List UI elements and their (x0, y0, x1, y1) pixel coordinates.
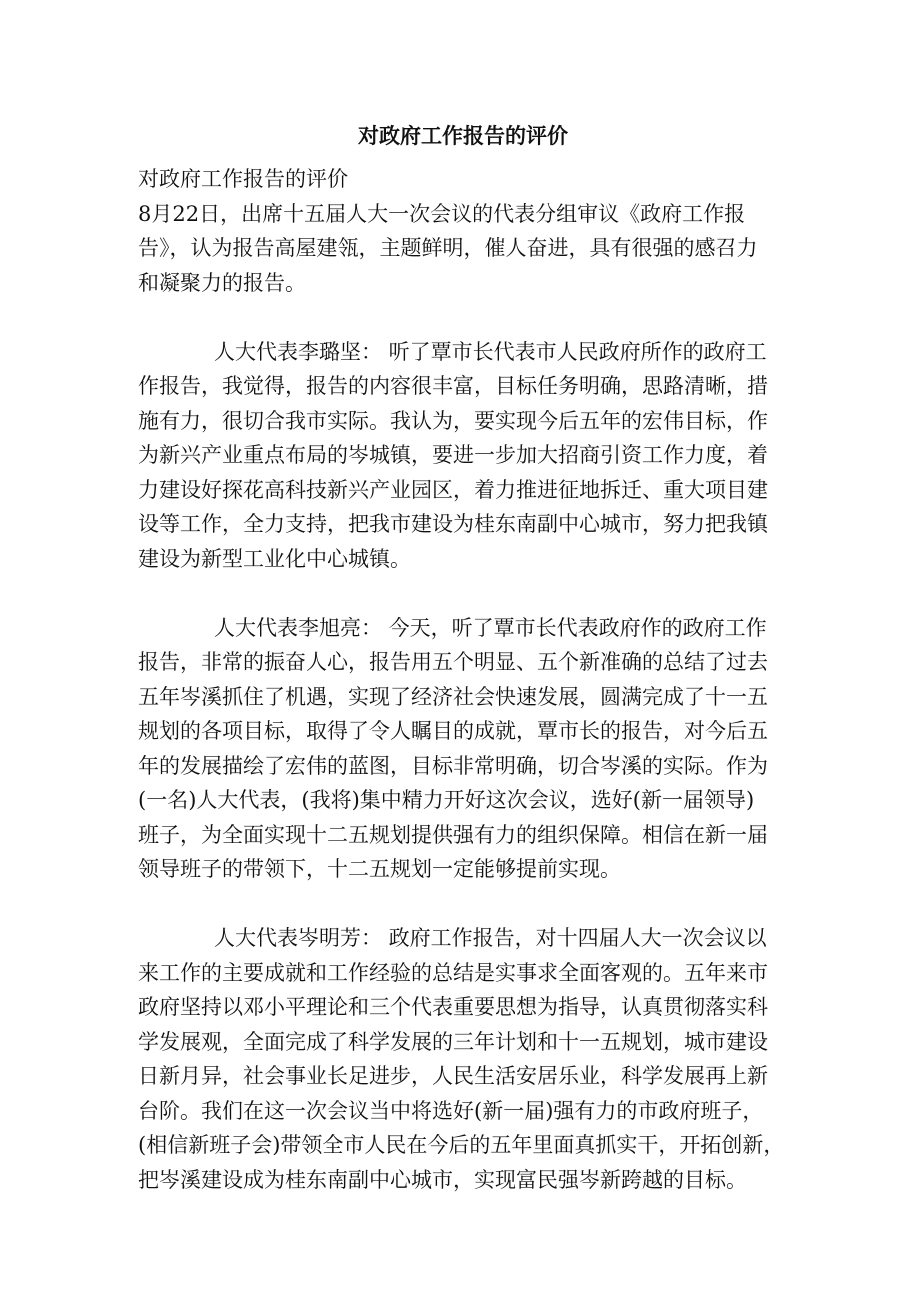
document-page (138, 118, 788, 1232)
paragraph-line: 台阶。我们在这一次会议当中将选好(新一届)强有力的市政府班子， (138, 1098, 764, 1123)
paragraph-line: 报告，非常的振奋人心，报告用五个明显、五个新准确的总结了过去 (138, 650, 768, 674)
paragraph-line: 学发展观，全面完成了科学发展的三年计划和十一五规划，城市建设 (138, 1029, 768, 1054)
paragraph-line: 领导班子的带领下，十二五规划一定能够提前实现。 (138, 857, 621, 881)
intro-paragraph (138, 197, 788, 301)
paragraph-line: 建设为新型工业化中心城镇。 (138, 546, 411, 571)
paragraph-line: (一名)人大代表，(我将)集中精力开好这次会议，选好(新一届领导) (138, 788, 755, 812)
paragraph-line: 年的发展描绘了宏伟的蓝图，目标非常明确，切合岑溪的实际。作为 (138, 753, 768, 778)
paragraph-line: 设等工作，全力支持，把我市建设为桂东南副中心城市，努力把我镇 (138, 512, 768, 536)
paragraph-line: 8月22日，出席十五届人大一次会议的代表分组审议《政府工作报 (138, 201, 746, 226)
document-title: 对政府工作报告的评价 (358, 123, 568, 148)
paragraph-line: 力建设好探花高科技新兴产业园区，着力推进征地拆迁、重大项目建 (138, 477, 768, 502)
paragraph-line: 日新月异，社会事业长足进步，人民生活安居乐业，科学发展再上新 (138, 1064, 768, 1088)
paragraph-line: 告》，认为报告高屋建瓴，主题鲜明，催人奋进，具有很强的感召力 (138, 236, 758, 260)
statement-paragraph-cen-mingfang (138, 921, 788, 1197)
paragraph-line: 规划的各项目标，取得了令人瞩目的成就，覃市长的报告，对今后五 (138, 719, 768, 743)
paragraph-line: 来工作的主要成就和工作经验的总结是实事求全面客观的。五年来市 (138, 960, 768, 985)
paragraph-line: (相信新班子会)带领全市人民在今后的五年里面真抓实干，开拓创新， (138, 1133, 785, 1157)
paragraph-line: 把岑溪建设成为桂东南副中心城市，实现富民强岑新跨越的目标。 (138, 1167, 747, 1192)
paragraph-line: 作报告，我觉得，报告的内容很丰富，目标任务明确，思路清晰，措 (138, 374, 768, 398)
statement-paragraph-li-lujian (138, 335, 788, 577)
paragraph-line: 为新兴产业重点布局的岑城镇，要进一步加大招商引资工作力度，着 (138, 443, 768, 467)
paragraph-line: 五年岑溪抓住了机遇，实现了经济社会快速发展，圆满完成了十一五 (138, 684, 768, 709)
paragraph-line: 班子，为全面实现十二五规划提供强有力的组织保障。相信在新一届 (138, 822, 768, 847)
statement-paragraph-li-xuliang (138, 611, 788, 887)
document-subtitle: 对政府工作报告的评价 (138, 167, 348, 191)
paragraph-line: 人大代表李璐坚： 听了覃市长代表市人民政府所作的政府工 (214, 339, 767, 364)
paragraph-line: 政府坚持以邓小平理论和三个代表重要思想为指导，认真贯彻落实科 (138, 995, 768, 1019)
paragraph-line: 施有力，很切合我市实际。我认为，要实现今后五年的宏伟目标，作 (138, 408, 768, 433)
paragraph-line: 人大代表岑明芳： 政府工作报告，对十四届人大一次会议以 (214, 926, 767, 950)
paragraph-line: 和凝聚力的报告。 (138, 270, 306, 295)
paragraph-line: 人大代表李旭亮： 今天，听了覃市长代表政府作的政府工作 (214, 615, 767, 640)
